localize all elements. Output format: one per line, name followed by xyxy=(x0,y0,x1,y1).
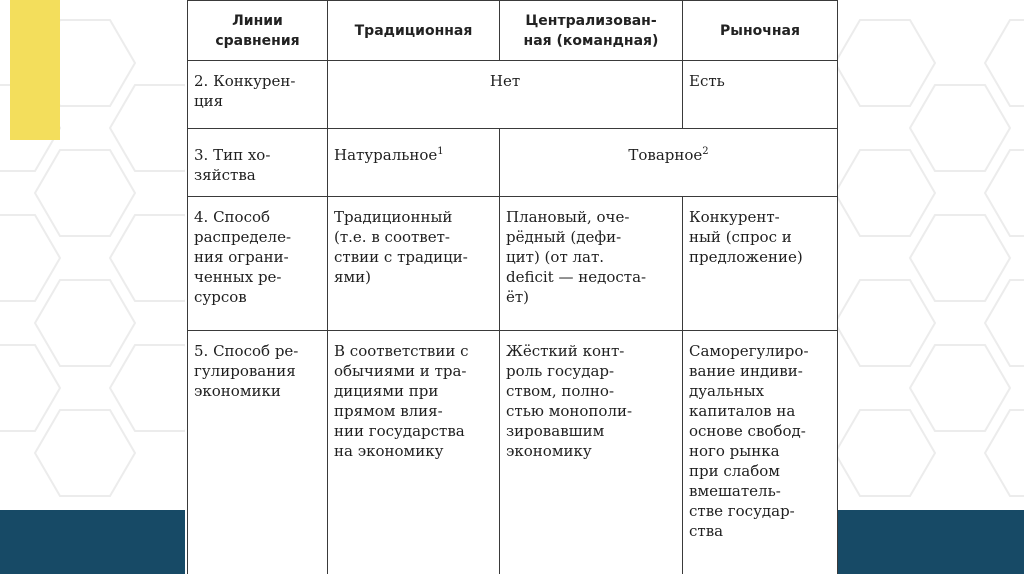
table-row-distribution xyxy=(188,197,838,331)
table-row-economy-type xyxy=(188,129,838,197)
cell-regulation-market: Саморегулиро- вание индиви- дуальных капиталов на основe свобод- ного рынка при слабом вмешатель- стве государ- ства xyxy=(683,331,838,574)
footnote-2: 2 xyxy=(702,146,709,157)
cell-competition-no: Нет xyxy=(328,61,683,129)
cell-regulation-command: Жёсткий конт- роль государ- ством, полно- стью монополи- зировавшим экономику xyxy=(500,331,683,574)
row-label-distribution: 4. Способ распределе- ния ограни- ченных ре- сурсов xyxy=(188,197,328,331)
navy-footer-band-left xyxy=(0,510,185,574)
table-row-regulation xyxy=(188,331,838,574)
cell-distribution-traditional: Традиционный (т.е. в соответ- ствии с традици- ями) xyxy=(328,197,500,331)
table-header-row xyxy=(188,1,838,61)
economic-systems-comparison-table xyxy=(187,0,838,574)
table-row-competition xyxy=(188,61,838,129)
footnote-1: 1 xyxy=(437,146,444,157)
header-market: Рыночная xyxy=(683,1,838,61)
cell-economy-natural xyxy=(328,129,500,197)
yellow-accent-bar xyxy=(10,0,60,140)
cell-competition-yes: Есть xyxy=(683,61,838,129)
cell-economy-commodity-text: Товарное xyxy=(628,146,703,164)
cell-economy-natural-text: Натуральное xyxy=(334,146,438,164)
cell-distribution-command: Плановый, оче- рёдный (дефи- цит) (от лат. deficit — недоста- ёт) xyxy=(500,197,683,331)
navy-footer-band-right xyxy=(838,510,1024,574)
comparison-table-image xyxy=(185,0,838,574)
cell-economy-commodity xyxy=(500,129,838,197)
cell-distribution-market: Конкурент- ный (спрос и предложение) xyxy=(683,197,838,331)
header-command: Централизован- ная (командная) xyxy=(500,1,683,61)
row-label-competition: 2. Конкурен- ция xyxy=(188,61,328,129)
row-label-economy-type: 3. Тип хо- зяйства xyxy=(188,129,328,197)
header-comparison-lines: Линии сравнения xyxy=(188,1,328,61)
cell-regulation-traditional: В соответствии с обычиями и тра- дициями при прямом влия- нии государства на экономику xyxy=(328,331,500,574)
row-label-regulation: 5. Способ ре- гулирования экономики xyxy=(188,331,328,574)
header-traditional: Традиционная xyxy=(328,1,500,61)
